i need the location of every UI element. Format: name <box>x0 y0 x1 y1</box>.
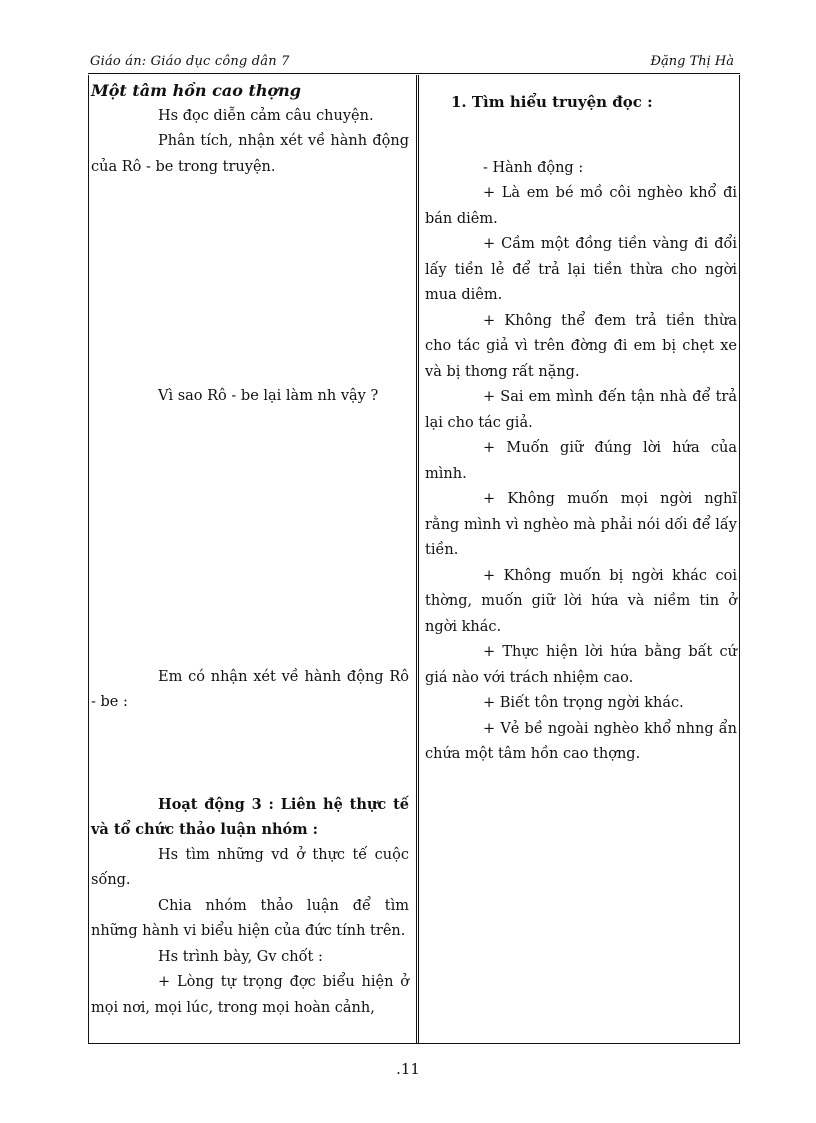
left-paragraph: Hs tìm những vd ở thực tế cuộc sống. <box>91 846 409 888</box>
list-item: + Không muốn mọi ngời nghĩ rằng mình vì nghèo mà phải nói dối để lấy tiền. <box>425 491 737 558</box>
section-title: Một tâm hồn cao thợng <box>91 81 301 100</box>
list-item: + Sai em mình đến tận nhà để trả lại cho tác giả. <box>425 389 737 431</box>
left-paragraph: Hs đọc diễn cảm câu chuyện. <box>158 107 374 124</box>
list-item: + Muốn giữ đúng lời hứa của mình. <box>425 440 737 482</box>
list-item: + Vẻ bề ngoài nghèo khổ nhng ẩn chứa một tâm hồn cao thợng. <box>425 720 737 762</box>
list-item: + Thực hiện lời hứa bằng bất cứ giá nào với trách nhiệm cao. <box>425 644 737 686</box>
spacer <box>91 716 409 792</box>
spacer <box>91 410 409 665</box>
left-question: Vì sao Rô - be lại làm nh vậy ? <box>158 388 379 404</box>
left-paragraph: Hs trình bày, Gv chốt : <box>158 948 323 965</box>
list-item: + Cầm một đồng tiền vàng đi đổi lấy tiền lẻ để trả lại tiền thừa cho ngời mua diêm. <box>425 236 737 303</box>
right-heading: 1. Tìm hiểu truyện đọc : <box>451 93 653 111</box>
left-column <box>91 78 409 1021</box>
left-paragraph: Chia nhóm thảo luận để tìm những hành vi biểu hiện của đức tính trên. <box>91 897 409 939</box>
activity-heading: Hoạt động 3 : Liên hệ thực tế và tổ chức thảo luận nhóm : <box>91 795 409 838</box>
column-divider <box>416 75 419 1044</box>
spacer <box>425 116 737 156</box>
left-paragraph: + Lòng tự trọng đợc biểu hiện ở mọi nơi, mọi lúc, trong mọi hoàn cảnh, <box>91 974 409 1016</box>
page-number: .11 <box>396 1060 420 1078</box>
list-item: + Biết tôn trọng ngời khác. <box>483 695 684 711</box>
action-label: - Hành động : <box>483 159 584 176</box>
header-left-title: Giáo án: Giáo dục công dân 7 <box>90 54 290 69</box>
header-author: Đặng Thị Hà <box>650 54 734 69</box>
left-question: Em có nhận xét về hành động Rô - be : <box>91 668 409 710</box>
list-item: + Không muốn bị ngời khác coi thờng, muốn giữ lời hứa và niềm tin ở ngời khác. <box>425 567 737 635</box>
page-header <box>88 50 740 74</box>
right-column <box>425 78 737 768</box>
list-item: + Không thể đem trả tiền thừa cho tác giả vì trên đờng đi em bị chẹt xe và bị thơng rất nặng. <box>425 312 737 380</box>
header-rule <box>88 73 740 74</box>
left-paragraph: Phân tích, nhận xét về hành động của Rô - be trong truyện. <box>91 133 409 175</box>
list-item: + Là em bé mồ côi nghèo khổ đi bán diêm. <box>425 185 737 227</box>
spacer <box>91 180 409 384</box>
